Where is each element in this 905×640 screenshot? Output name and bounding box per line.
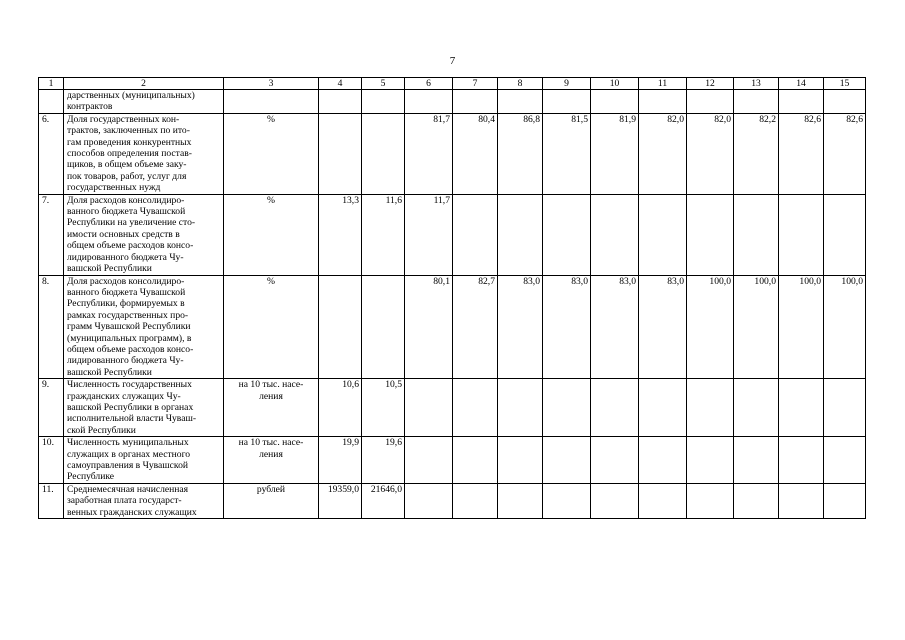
header-cell: 2 bbox=[64, 78, 224, 90]
value-cell bbox=[362, 275, 405, 379]
header-cell: 13 bbox=[734, 78, 779, 90]
value-cell bbox=[453, 379, 498, 437]
value-cell bbox=[779, 379, 824, 437]
indicator-name-cell bbox=[64, 194, 224, 275]
value-cell bbox=[734, 483, 779, 518]
indicator-name: Доля расходов консолидиро- ванного бюджета Чувашской Республики, формируемых в рамках государственных про- грамм Чувашской Республики (муниципальных программ), в общем объеме расходов консо- лидированного бюджета Чу- вашской Республики bbox=[67, 275, 194, 378]
value-cell: 83,0 bbox=[639, 275, 687, 379]
unit-label: рублей bbox=[256, 483, 286, 495]
value-cell bbox=[639, 379, 687, 437]
value-cell bbox=[687, 194, 734, 275]
unit-cell bbox=[224, 275, 319, 379]
table-row bbox=[39, 437, 866, 484]
row-number-cell: 9. bbox=[39, 379, 64, 437]
row-number-cell: 11. bbox=[39, 483, 64, 518]
indicator-name-cell bbox=[64, 483, 224, 518]
value-cell: 11,6 bbox=[362, 194, 405, 275]
value-cell bbox=[405, 90, 453, 114]
value-cell bbox=[362, 90, 405, 114]
table-row bbox=[39, 483, 866, 518]
unit-cell bbox=[224, 194, 319, 275]
value-cell: 82,0 bbox=[687, 113, 734, 194]
indicator-name: Среднемесячная начисленная заработная плата государст- венных гражданских служащих bbox=[67, 483, 197, 518]
value-cell bbox=[591, 194, 639, 275]
header-cell: 5 bbox=[362, 78, 405, 90]
indicators-table bbox=[38, 77, 866, 519]
value-cell bbox=[824, 483, 866, 518]
value-cell bbox=[543, 90, 591, 114]
value-cell: 81,9 bbox=[591, 113, 639, 194]
unit-label: на 10 тыс. насе- ления bbox=[238, 437, 304, 460]
table-row bbox=[39, 90, 866, 114]
value-cell: 81,7 bbox=[405, 113, 453, 194]
value-cell bbox=[498, 90, 543, 114]
value-cell bbox=[405, 437, 453, 484]
value-cell: 100,0 bbox=[734, 275, 779, 379]
value-cell bbox=[734, 194, 779, 275]
row-number-cell: 7. bbox=[39, 194, 64, 275]
value-cell: 82,0 bbox=[639, 113, 687, 194]
value-cell bbox=[543, 437, 591, 484]
value-cell: 83,0 bbox=[591, 275, 639, 379]
value-cell bbox=[779, 437, 824, 484]
value-cell bbox=[779, 90, 824, 114]
indicator-name: Численность муниципальных служащих в органах местного самоуправления в Чувашской Республике bbox=[67, 437, 191, 483]
indicator-name: Доля государственных кон- трактов, заключенных по ито- гам проведения конкурентных способов определения постав- щиков, в общем объеме заку- пок товаров, работ, услуг для государственных нужд bbox=[67, 113, 192, 194]
unit-label: % bbox=[267, 194, 275, 206]
value-cell bbox=[319, 275, 362, 379]
header-cell: 7 bbox=[453, 78, 498, 90]
value-cell bbox=[591, 437, 639, 484]
header-cell: 6 bbox=[405, 78, 453, 90]
value-cell bbox=[453, 194, 498, 275]
value-cell bbox=[543, 194, 591, 275]
header-cell: 12 bbox=[687, 78, 734, 90]
header-cell: 3 bbox=[224, 78, 319, 90]
value-cell: 19,9 bbox=[319, 437, 362, 484]
indicator-name-cell bbox=[64, 90, 224, 114]
row-number-cell bbox=[39, 90, 64, 114]
indicator-name: Численность государственных гражданских служащих Чу- вашской Республики в органах исполнительной власти Чуваш- ской Республики bbox=[67, 379, 197, 436]
value-cell bbox=[824, 194, 866, 275]
value-cell: 82,6 bbox=[779, 113, 824, 194]
value-cell bbox=[591, 483, 639, 518]
value-cell: 86,8 bbox=[498, 113, 543, 194]
value-cell: 13,3 bbox=[319, 194, 362, 275]
value-cell bbox=[687, 437, 734, 484]
value-cell: 11,7 bbox=[405, 194, 453, 275]
unit-label: % bbox=[267, 113, 275, 125]
value-cell bbox=[639, 90, 687, 114]
value-cell bbox=[453, 437, 498, 484]
value-cell bbox=[543, 483, 591, 518]
value-cell bbox=[498, 437, 543, 484]
value-cell bbox=[405, 483, 453, 518]
value-cell bbox=[639, 194, 687, 275]
value-cell: 21646,0 bbox=[362, 483, 405, 518]
value-cell: 19,6 bbox=[362, 437, 405, 484]
value-cell bbox=[639, 483, 687, 518]
value-cell bbox=[498, 379, 543, 437]
table-row bbox=[39, 113, 866, 194]
value-cell bbox=[824, 90, 866, 114]
value-cell bbox=[639, 437, 687, 484]
unit-cell bbox=[224, 379, 319, 437]
header-cell: 14 bbox=[779, 78, 824, 90]
table-row bbox=[39, 275, 866, 379]
indicator-name-cell bbox=[64, 379, 224, 437]
value-cell bbox=[687, 379, 734, 437]
value-cell bbox=[687, 90, 734, 114]
table-row bbox=[39, 379, 866, 437]
header-cell: 15 bbox=[824, 78, 866, 90]
unit-label: на 10 тыс. насе- ления bbox=[238, 379, 304, 402]
value-cell bbox=[734, 379, 779, 437]
value-cell bbox=[498, 483, 543, 518]
indicator-name-cell bbox=[64, 437, 224, 484]
unit-cell bbox=[224, 90, 319, 114]
unit-cell bbox=[224, 483, 319, 518]
header-cell: 9 bbox=[543, 78, 591, 90]
value-cell bbox=[319, 90, 362, 114]
value-cell: 19359,0 bbox=[319, 483, 362, 518]
value-cell bbox=[543, 379, 591, 437]
header-cell: 11 bbox=[639, 78, 687, 90]
value-cell bbox=[824, 379, 866, 437]
value-cell bbox=[734, 437, 779, 484]
table-row bbox=[39, 194, 866, 275]
value-cell bbox=[319, 113, 362, 194]
table-header-row bbox=[39, 78, 866, 90]
indicator-name: дарственных (муниципальных) контрактов bbox=[67, 90, 195, 113]
header-cell: 10 bbox=[591, 78, 639, 90]
row-number-cell: 6. bbox=[39, 113, 64, 194]
indicator-name-cell bbox=[64, 275, 224, 379]
value-cell: 82,6 bbox=[824, 113, 866, 194]
value-cell bbox=[687, 483, 734, 518]
row-number-cell: 8. bbox=[39, 275, 64, 379]
value-cell bbox=[453, 483, 498, 518]
value-cell bbox=[734, 90, 779, 114]
header-cell: 8 bbox=[498, 78, 543, 90]
value-cell bbox=[591, 90, 639, 114]
value-cell bbox=[779, 483, 824, 518]
value-cell: 80,4 bbox=[453, 113, 498, 194]
value-cell: 83,0 bbox=[498, 275, 543, 379]
value-cell: 100,0 bbox=[687, 275, 734, 379]
value-cell bbox=[498, 194, 543, 275]
value-cell bbox=[453, 90, 498, 114]
value-cell: 81,5 bbox=[543, 113, 591, 194]
page-number: 7 bbox=[449, 55, 456, 67]
value-cell bbox=[779, 194, 824, 275]
value-cell: 82,2 bbox=[734, 113, 779, 194]
value-cell bbox=[362, 113, 405, 194]
unit-label: % bbox=[267, 275, 275, 287]
indicator-name: Доля расходов консолидиро- ванного бюджета Чувашской Республики на увеличение сто- имости основных средств в общем объеме расходов консо- лидированного бюджета Чу- вашской Республики bbox=[67, 194, 196, 275]
value-cell: 100,0 bbox=[824, 275, 866, 379]
row-number-cell: 10. bbox=[39, 437, 64, 484]
value-cell: 82,7 bbox=[453, 275, 498, 379]
value-cell bbox=[591, 379, 639, 437]
value-cell: 10,6 bbox=[319, 379, 362, 437]
value-cell: 83,0 bbox=[543, 275, 591, 379]
value-cell bbox=[824, 437, 866, 484]
value-cell bbox=[405, 379, 453, 437]
header-cell: 1 bbox=[39, 78, 64, 90]
indicator-name-cell bbox=[64, 113, 224, 194]
value-cell: 100,0 bbox=[779, 275, 824, 379]
unit-cell bbox=[224, 113, 319, 194]
unit-cell bbox=[224, 437, 319, 484]
header-cell: 4 bbox=[319, 78, 362, 90]
value-cell: 10,5 bbox=[362, 379, 405, 437]
value-cell: 80,1 bbox=[405, 275, 453, 379]
